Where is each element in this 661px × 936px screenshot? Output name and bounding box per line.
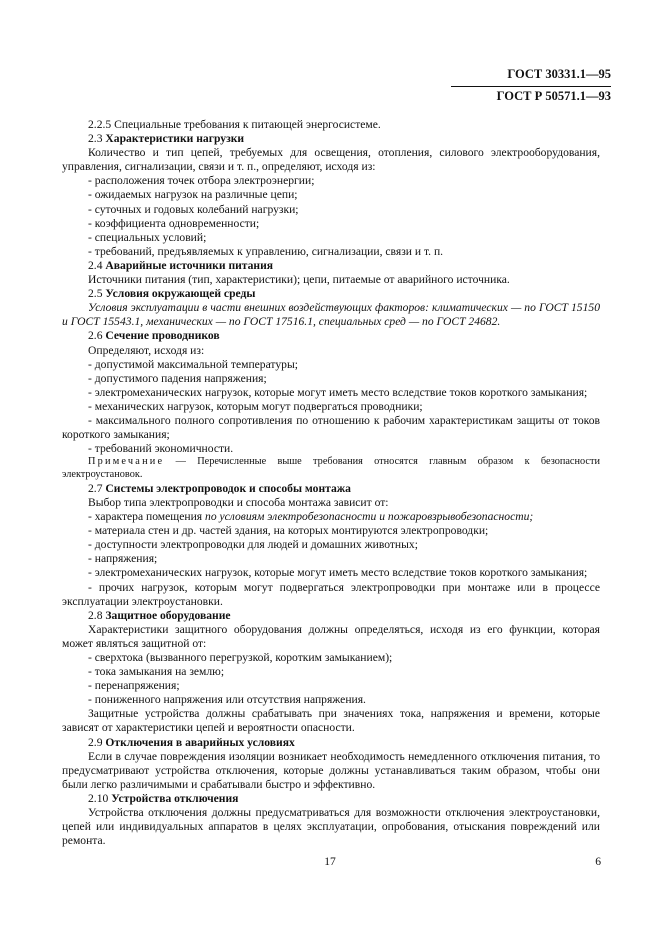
paragraph: Выбор типа электропроводки и способа монтажа зависит от: [88, 495, 389, 509]
list-item: - расположения точек отбора электроэнергии; [88, 174, 315, 188]
heading-2-4 [62, 259, 600, 273]
list-item: - доступности электропроводки для людей и домашних животных; [88, 538, 418, 552]
paragraph-italic: Условия эксплуатации в части внешних воздействующих факторов: климатических — по ГОСТ 15150 и ГОСТ 15543.1, механических — по ГОСТ 17516.1, специальных сред — по ГОСТ 24682. [62, 301, 600, 329]
note [62, 456, 600, 482]
paragraph: Источники питания (тип, характеристики); цепи, питаемые от аварийного источника. [88, 273, 510, 287]
list-item: - материала стен и др. частей здания, на которых монтируются электропроводки; [88, 524, 489, 538]
page-number-right: 6 [595, 855, 601, 868]
paragraph: Если в случае повреждения изоляции возникает необходимость немедленного отключения питания, то предусматривают устройства отключения, которые должны устанавливаться таким образом, чтобы они были легко различимыми и срабатывали быстро и эффективно. [62, 749, 600, 791]
paragraph: Защитные устройства должны срабатывать при значениях тока, напряжения и времени, которые зависят от характеристики цепей и вероятности опасности. [62, 707, 600, 735]
heading-2-9 [62, 736, 600, 750]
list-item: - механических нагрузок, которым могут подвергаться проводники; [88, 399, 423, 413]
heading-number: 2.6 [88, 329, 103, 343]
heading-2-5 [62, 287, 600, 301]
paragraph: Определяют, исходя из: [88, 343, 205, 357]
heading-2-10 [62, 792, 600, 806]
list-item: - электромеханических нагрузок, которые могут иметь место вследствие токов короткого замыкания; [88, 566, 588, 580]
heading-number: 2.8 [88, 608, 103, 622]
paragraph: Количество и тип цепей, требуемых для освещения, отопления, силового электрооборудования, управления, сигнализации, связи и т. п., определяют, исходя из: [62, 146, 600, 174]
heading-title: Защитное оборудование [105, 608, 231, 622]
standard-number-1: ГОСТ 30331.1—95 [451, 66, 611, 87]
heading-number: 2.4 [88, 258, 103, 272]
note-text: — Перечисленные выше требования относятся главным образом к безопасности электроустановок. [62, 456, 600, 481]
list-item: - перенапряжения; [88, 679, 180, 693]
heading-2-8 [62, 609, 600, 623]
list-item: - напряжения; [88, 552, 158, 566]
heading-title: Условия окружающей среды [105, 287, 256, 301]
heading-number: 2.3 [88, 132, 103, 146]
list-item: - допустимого падения напряжения; [88, 371, 267, 385]
paragraph: Устройства отключения должны предусматриваться для возможности отключения электроустановки, цепей или индивидуальных аппаратов в целях эксплуатации, опробования, отыскания повреждений или ремонта. [62, 806, 600, 848]
heading-number: 2.5 [88, 287, 103, 301]
page-number-center: 17 [324, 855, 336, 868]
heading-title: Отключения в аварийных условиях [105, 735, 295, 749]
heading-title: Устройства отключения [111, 791, 239, 805]
list-item: - требований, предъявляемых к управлению, сигнализации, связи и т. п. [88, 244, 444, 258]
list-item [62, 510, 600, 524]
list-item: - ожидаемых нагрузок на различные цепи; [88, 188, 298, 202]
heading-title: Сечение проводников [105, 329, 220, 343]
heading-number: 2.9 [88, 735, 103, 749]
paragraph: Характеристики защитного оборудования должны определяться, исходя из его функции, которая может являться защитной от: [62, 622, 600, 650]
heading-2-6 [62, 329, 600, 343]
list-item: - сверхтока (вызванного перегрузкой, коротким замыканием); [88, 650, 393, 664]
list-item: - пониженного напряжения или отсутствия напряжения. [88, 693, 366, 707]
list-item: - коэффициента одновременности; [88, 216, 260, 230]
list-item: - тока замыкания на землю; [88, 665, 225, 679]
note-label: Примечание [88, 456, 165, 468]
clause-2-2-5: 2.2.5 Специальные требования к питающей энергосистеме. [88, 118, 381, 131]
list-item: - суточных и годовых колебаний нагрузки; [88, 202, 299, 216]
list-item-text: - характера помещения [88, 510, 206, 524]
list-item: - прочих нагрузок, которым могут подвергаться электропроводки при монтаже или в процессе эксплуатации электроустановки. [62, 580, 600, 608]
list-item: - электромеханических нагрузок, которые могут иметь место вследствие токов короткого замыкания; [88, 385, 588, 399]
list-item: - требований экономичности. [88, 442, 234, 456]
list-item-italic-text: по условиям электробезопасности и пожаровзрывобезопасности; [205, 510, 534, 524]
heading-title: Характеристики нагрузки [105, 132, 245, 146]
list-item: - специальных условий; [88, 230, 207, 244]
heading-title: Аварийные источники питания [105, 258, 274, 272]
heading-number: 2.10 [88, 791, 109, 805]
list-item: - максимального полного сопротивления по отношению к рабочим характеристикам защиты от токов короткого замыкания; [62, 413, 600, 442]
heading-2-7 [62, 482, 600, 496]
heading-number: 2.7 [88, 481, 103, 495]
heading-2-3 [62, 132, 600, 146]
document-body [62, 118, 600, 848]
list-item: - допустимой максимальной температуры; [88, 357, 298, 371]
standard-number-2: ГОСТ Р 50571.1—93 [496, 89, 611, 103]
heading-title: Системы электропроводок и способы монтажа [105, 481, 351, 495]
